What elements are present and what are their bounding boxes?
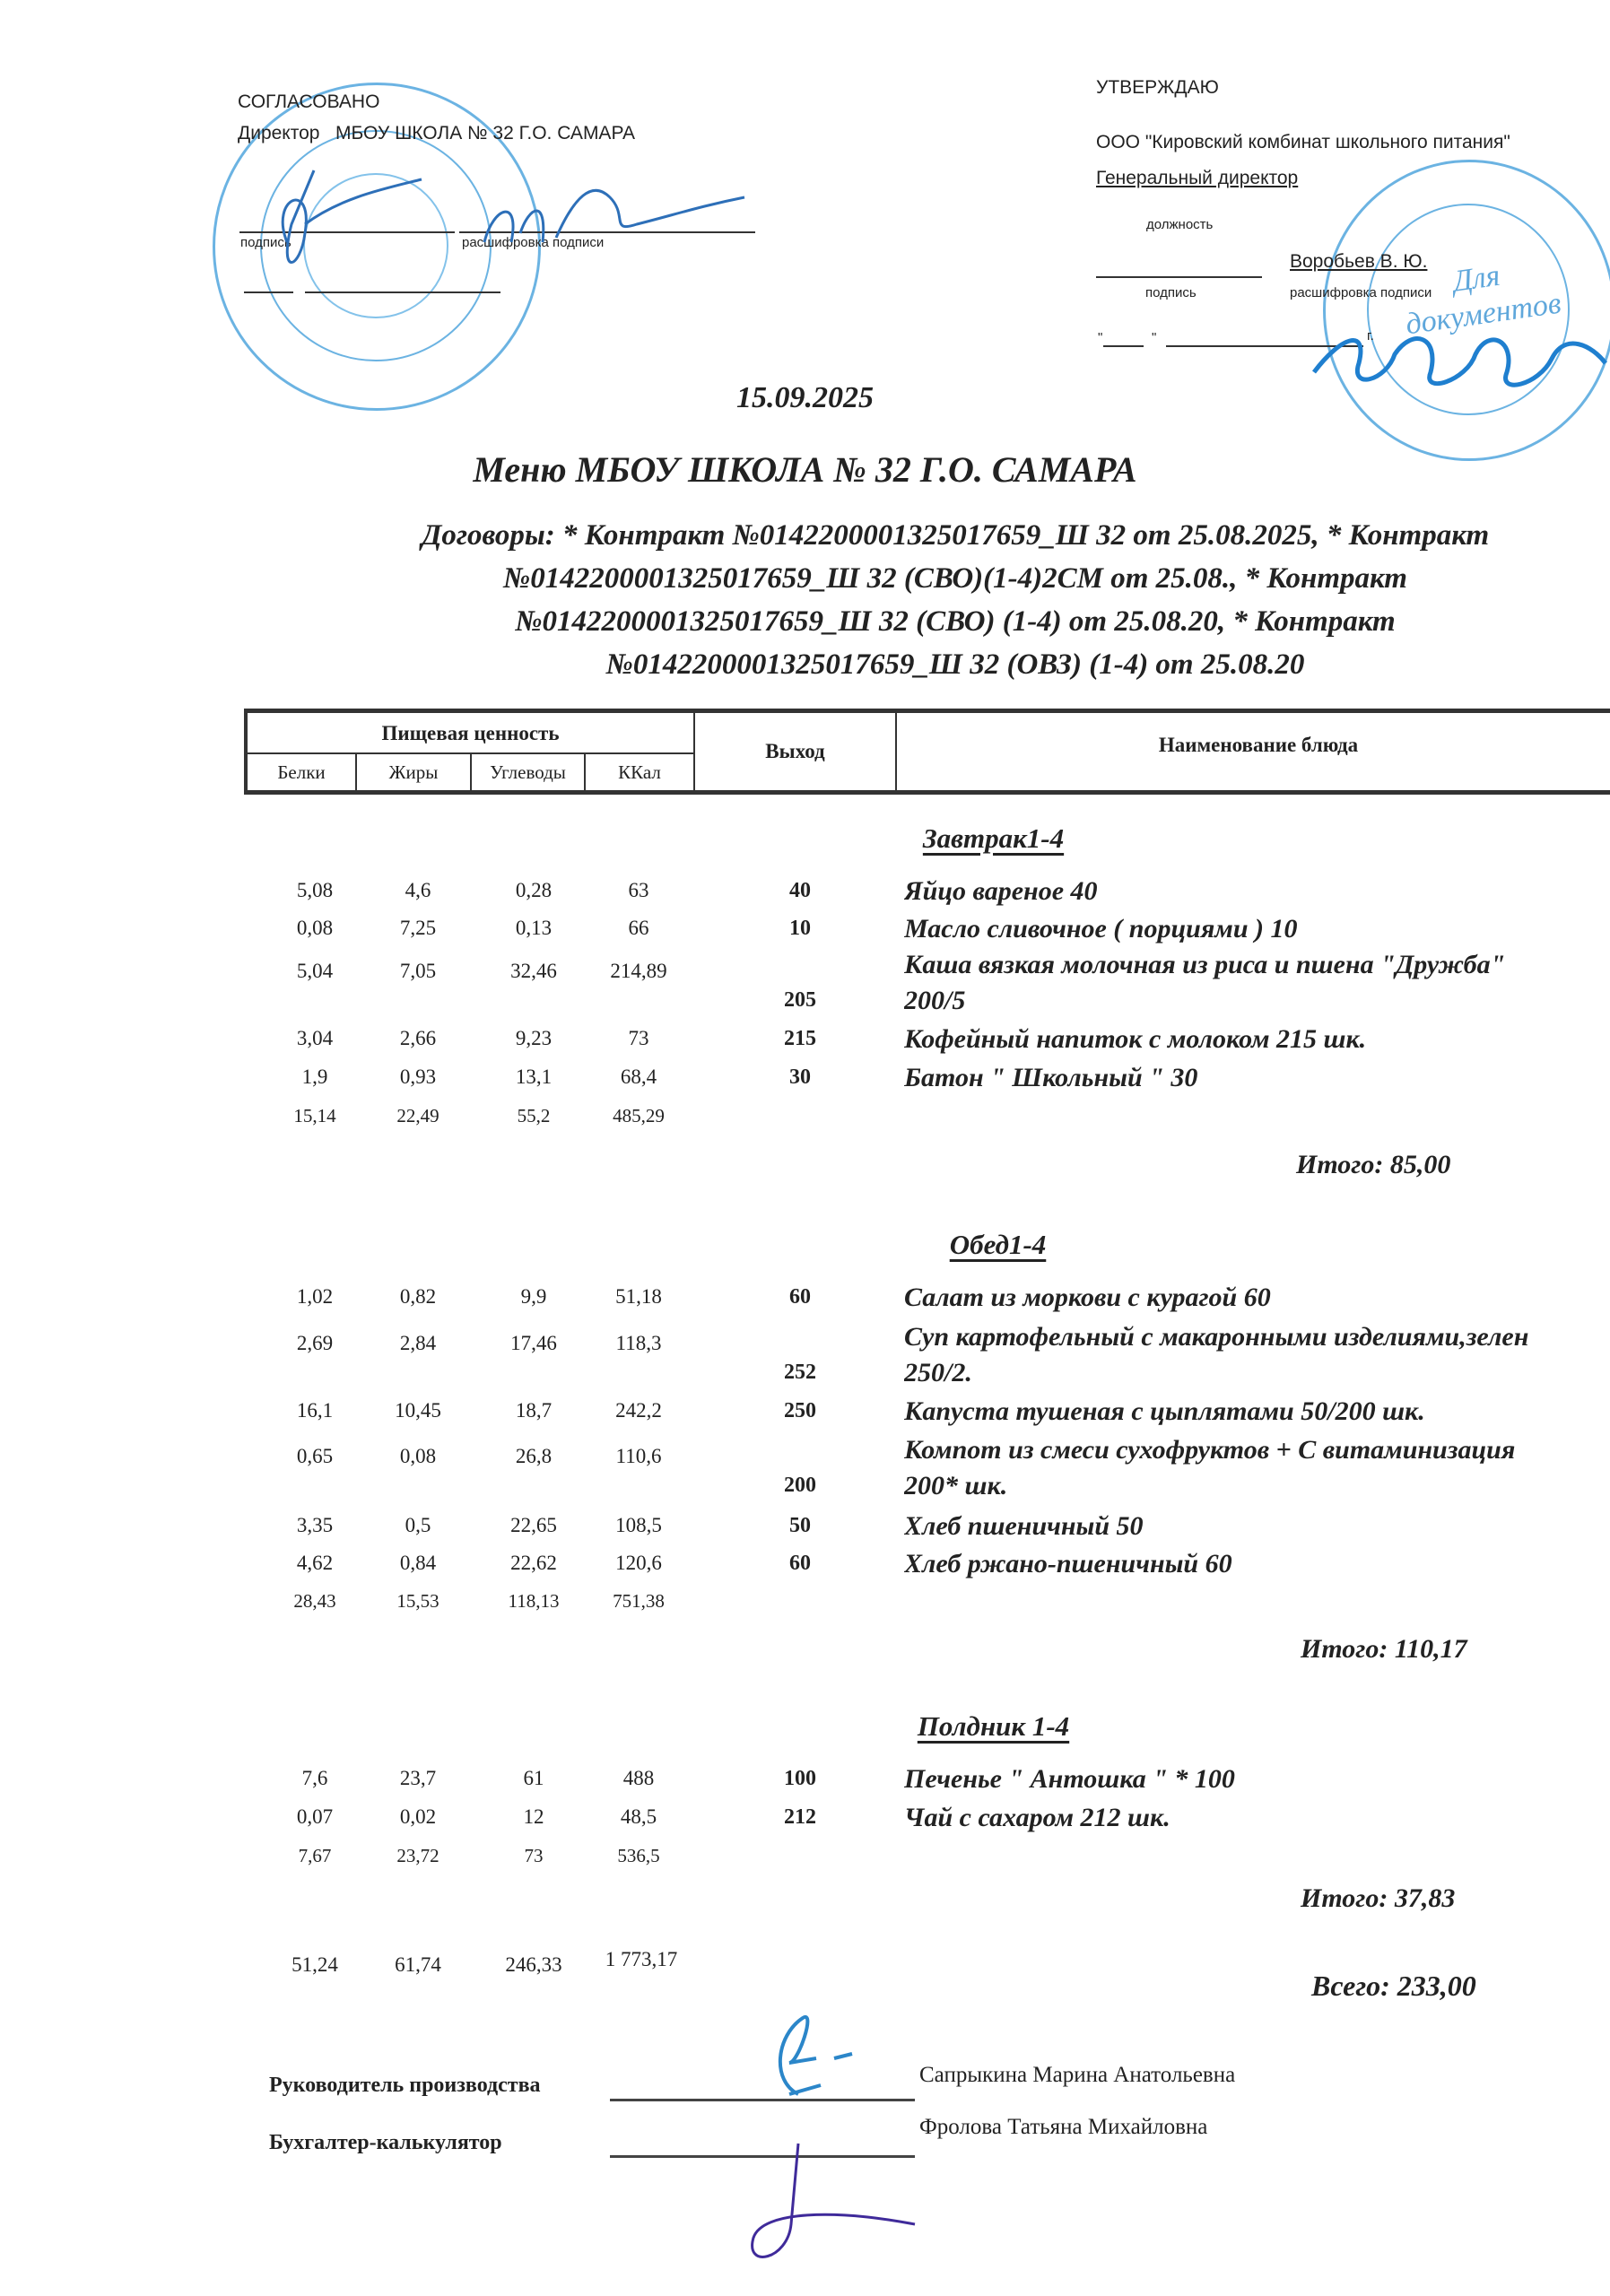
dish-name: 200* шк. — [904, 1471, 1008, 1500]
fat-value: 7,25 — [399, 917, 437, 939]
sum-protein: 15,14 — [293, 1105, 336, 1126]
contract-line: Договоры: * Контракт №0142200001325017659_Ш 32 от 25.08.2025, * Контракт — [421, 519, 1490, 552]
carbs-value: 18,7 — [515, 1399, 553, 1422]
grand-total: Всего: 233,00 — [1311, 1970, 1476, 2002]
sum-protein: 7,67 — [298, 1845, 332, 1866]
dish-name: 200/5 — [904, 986, 966, 1015]
date-suffix: г. — [1367, 328, 1374, 344]
left-signature-caption: подпись — [240, 235, 292, 250]
dish-name: Яйцо вареное 40 — [904, 876, 1098, 906]
output-header: Выход — [695, 713, 897, 790]
fat-value: 0,84 — [399, 1552, 437, 1574]
carbs-value: 12 — [523, 1805, 544, 1828]
accountant-label: Бухгалтер-калькулятор — [269, 2131, 502, 2154]
protein-value: 0,65 — [296, 1445, 334, 1467]
accountant-signature — [727, 2139, 942, 2274]
output-value: 40 — [789, 879, 811, 902]
fat-header: Жиры — [357, 754, 472, 790]
grand-protein: 51,24 — [292, 1953, 338, 1976]
dish-name: Каша вязкая молочная из риса и пшена "Дружба" — [904, 950, 1506, 979]
output-value: 10 — [789, 917, 811, 940]
contract-line: №0142200001325017659_Ш 32 (СВО)(1-4)2СМ от 25.08., * Контракт — [503, 562, 1407, 595]
output-value: 205 — [784, 988, 816, 1012]
sum-fat: 22,49 — [396, 1105, 439, 1126]
carbs-value: 22,62 — [510, 1552, 557, 1574]
right-decode-caption: расшифровка подписи — [1290, 285, 1432, 300]
protein-value: 0,08 — [296, 917, 334, 939]
section-title: Полдник 1-4 — [917, 1710, 1070, 1742]
fat-value: 0,02 — [399, 1805, 437, 1828]
sum-fat: 23,72 — [396, 1845, 439, 1866]
fat-value: 7,05 — [399, 960, 437, 982]
nutrition-header: Пищевая ценность — [248, 713, 695, 754]
dish-name: 250/2. — [904, 1358, 972, 1387]
menu-title: Меню МБОУ ШКОЛА № 32 Г.О. САМАРА — [473, 449, 1137, 490]
output-value: 200 — [784, 1474, 816, 1497]
company-name: ООО "Кировский комбинат школьного питания" — [1096, 132, 1510, 153]
production-head-label: Руководитель производства — [269, 2074, 541, 2097]
grand-kcal: 1 773,17 — [605, 1948, 678, 1970]
protein-value: 2,69 — [296, 1332, 334, 1354]
protein-value: 1,9 — [301, 1065, 328, 1088]
approval-right — [1096, 75, 1510, 190]
kcal-value: 118,3 — [615, 1332, 662, 1354]
date-quote-close: " — [1152, 330, 1157, 345]
fat-value: 10,45 — [395, 1399, 441, 1422]
company-stamp — [1323, 160, 1610, 461]
fat-value: 0,82 — [399, 1285, 437, 1308]
contract-line: №0142200001325017659_Ш 32 (СВО) (1-4) от 25.08.20, * Контракт — [515, 605, 1396, 638]
approval-left-position: Директор МБОУ ШКОЛА № 32 Г.О. САМАРА — [238, 123, 636, 144]
protein-value: 3,35 — [296, 1514, 334, 1536]
output-value: 250 — [784, 1399, 816, 1422]
kcal-value: 51,18 — [615, 1285, 662, 1308]
menu-date: 15.09.2025 — [736, 381, 874, 414]
right-date-line-1 — [1103, 345, 1144, 347]
carbs-value: 0,13 — [515, 917, 553, 939]
approval-right-heading: УТВЕРЖДАЮ — [1096, 77, 1219, 98]
dish-name: Чай с сахаром 212 шк. — [904, 1803, 1171, 1832]
output-value: 30 — [789, 1065, 811, 1089]
section-total: Итого: 85,00 — [1296, 1150, 1451, 1179]
fat-value: 0,5 — [405, 1514, 431, 1536]
protein-value: 5,04 — [296, 960, 334, 982]
output-value: 215 — [784, 1027, 816, 1050]
kcal-value: 48,5 — [620, 1805, 657, 1828]
fat-value: 2,66 — [399, 1027, 437, 1049]
kcal-value: 66 — [628, 917, 649, 939]
sum-kcal: 536,5 — [617, 1845, 660, 1866]
protein-value: 1,02 — [296, 1285, 334, 1308]
kcal-value: 110,6 — [615, 1445, 662, 1467]
right-signature-caption: подпись — [1145, 285, 1197, 300]
sum-fat: 15,53 — [396, 1590, 439, 1612]
dish-name: Кофейный напиток с молоком 215 шк. — [904, 1024, 1367, 1054]
kcal-value: 73 — [628, 1027, 649, 1049]
carbs-value: 9,23 — [515, 1027, 553, 1049]
fat-value: 4,6 — [405, 879, 431, 901]
protein-value: 0,07 — [296, 1805, 334, 1828]
protein-value: 4,62 — [296, 1552, 334, 1574]
output-value: 212 — [784, 1805, 816, 1829]
protein-value: 7,6 — [301, 1767, 328, 1789]
date-quote-open: " — [1098, 330, 1103, 345]
left-decode-caption: расшифровка подписи — [462, 235, 605, 250]
position-caption: должность — [1146, 217, 1214, 232]
grand-carbs: 246,33 — [505, 1953, 562, 1976]
right-signature-line — [1096, 276, 1262, 278]
dish-name: Салат из моркови с курагой 60 — [904, 1283, 1271, 1312]
kcal-value: 120,6 — [615, 1552, 662, 1574]
protein-value: 16,1 — [296, 1399, 334, 1422]
sum-protein: 28,43 — [293, 1590, 336, 1612]
dish-name: Печенье " Антошка " * 100 — [904, 1764, 1235, 1794]
carbs-value: 32,46 — [510, 960, 557, 982]
section-total: Итого: 110,17 — [1301, 1634, 1467, 1664]
fat-value: 0,93 — [399, 1065, 437, 1088]
section-total: Итого: 37,83 — [1301, 1883, 1456, 1913]
dish-name: Масло сливочное ( порциями ) 10 — [904, 914, 1298, 944]
output-value: 60 — [789, 1285, 811, 1309]
protein-value: 5,08 — [296, 879, 334, 901]
kcal-header: ККал — [586, 754, 695, 790]
contracts — [296, 514, 1610, 686]
director-signature — [251, 144, 753, 323]
stamp-center-text: Для документов — [1403, 258, 1563, 342]
protein-header: Белки — [248, 754, 357, 790]
carbs-value: 26,8 — [515, 1445, 553, 1467]
kcal-value: 108,5 — [615, 1514, 662, 1536]
output-value: 252 — [784, 1361, 816, 1384]
dish-name: Компот из смеси сухофруктов + С витаминизация — [904, 1435, 1516, 1465]
carbs-value: 13,1 — [515, 1065, 553, 1088]
grand-fat: 61,74 — [395, 1953, 441, 1976]
carbs-value: 22,65 — [510, 1514, 557, 1536]
kcal-value: 214,89 — [610, 960, 667, 982]
fat-value: 23,7 — [399, 1767, 437, 1789]
section-title: Завтрак1-4 — [922, 822, 1065, 854]
output-value: 60 — [789, 1552, 811, 1575]
protein-value: 3,04 — [296, 1027, 334, 1049]
approval-left — [238, 90, 635, 146]
sum-carbs: 55,2 — [517, 1105, 551, 1126]
section-title: Обед1-4 — [949, 1229, 1047, 1260]
carbs-value: 9,9 — [520, 1285, 547, 1308]
sum-carbs: 73 — [524, 1845, 544, 1866]
kcal-value: 63 — [628, 879, 649, 901]
dish-header: Наименование блюда — [1158, 734, 1359, 756]
production-head-signature — [735, 2009, 915, 2108]
carbs-value: 0,28 — [515, 879, 553, 901]
dish-name: Суп картофельный с макаронными изделиями,зелен — [904, 1322, 1529, 1352]
kcal-value: 488 — [622, 1767, 655, 1789]
sum-kcal: 751,38 — [613, 1590, 665, 1612]
carbs-value: 61 — [523, 1767, 544, 1789]
dish-name: Хлеб пшеничный 50 — [904, 1511, 1144, 1541]
position: Генеральный директор — [1096, 167, 1299, 188]
approval-left-heading: СОГЛАСОВАНО — [238, 91, 380, 112]
sum-carbs: 118,13 — [508, 1590, 560, 1612]
sum-kcal: 485,29 — [613, 1105, 665, 1126]
contract-line: №0142200001325017659_Ш 32 (ОВЗ) (1-4) от 25.08.20 — [605, 648, 1305, 681]
accountant-name: Фролова Татьяна Михайловна — [919, 2115, 1208, 2139]
output-value: 50 — [789, 1514, 811, 1537]
menu-table-header — [244, 709, 1610, 795]
output-value: 100 — [784, 1767, 816, 1790]
production-head-name: Сапрыкина Марина Анатольевна — [919, 2063, 1236, 2087]
carbs-value: 17,46 — [510, 1332, 557, 1354]
kcal-value: 68,4 — [620, 1065, 657, 1088]
dish-name: Батон " Школьный " 30 — [904, 1063, 1198, 1092]
dish-name: Хлеб ржано-пшеничный 60 — [904, 1549, 1232, 1578]
kcal-value: 242,2 — [615, 1399, 662, 1422]
carbs-header: Углеводы — [472, 754, 586, 790]
dish-name: Капуста тушеная с цыплятами 50/200 шк. — [904, 1396, 1425, 1426]
fat-value: 0,08 — [399, 1445, 437, 1467]
director-name: Воробьев В. Ю. — [1290, 251, 1428, 272]
fat-value: 2,84 — [399, 1332, 437, 1354]
